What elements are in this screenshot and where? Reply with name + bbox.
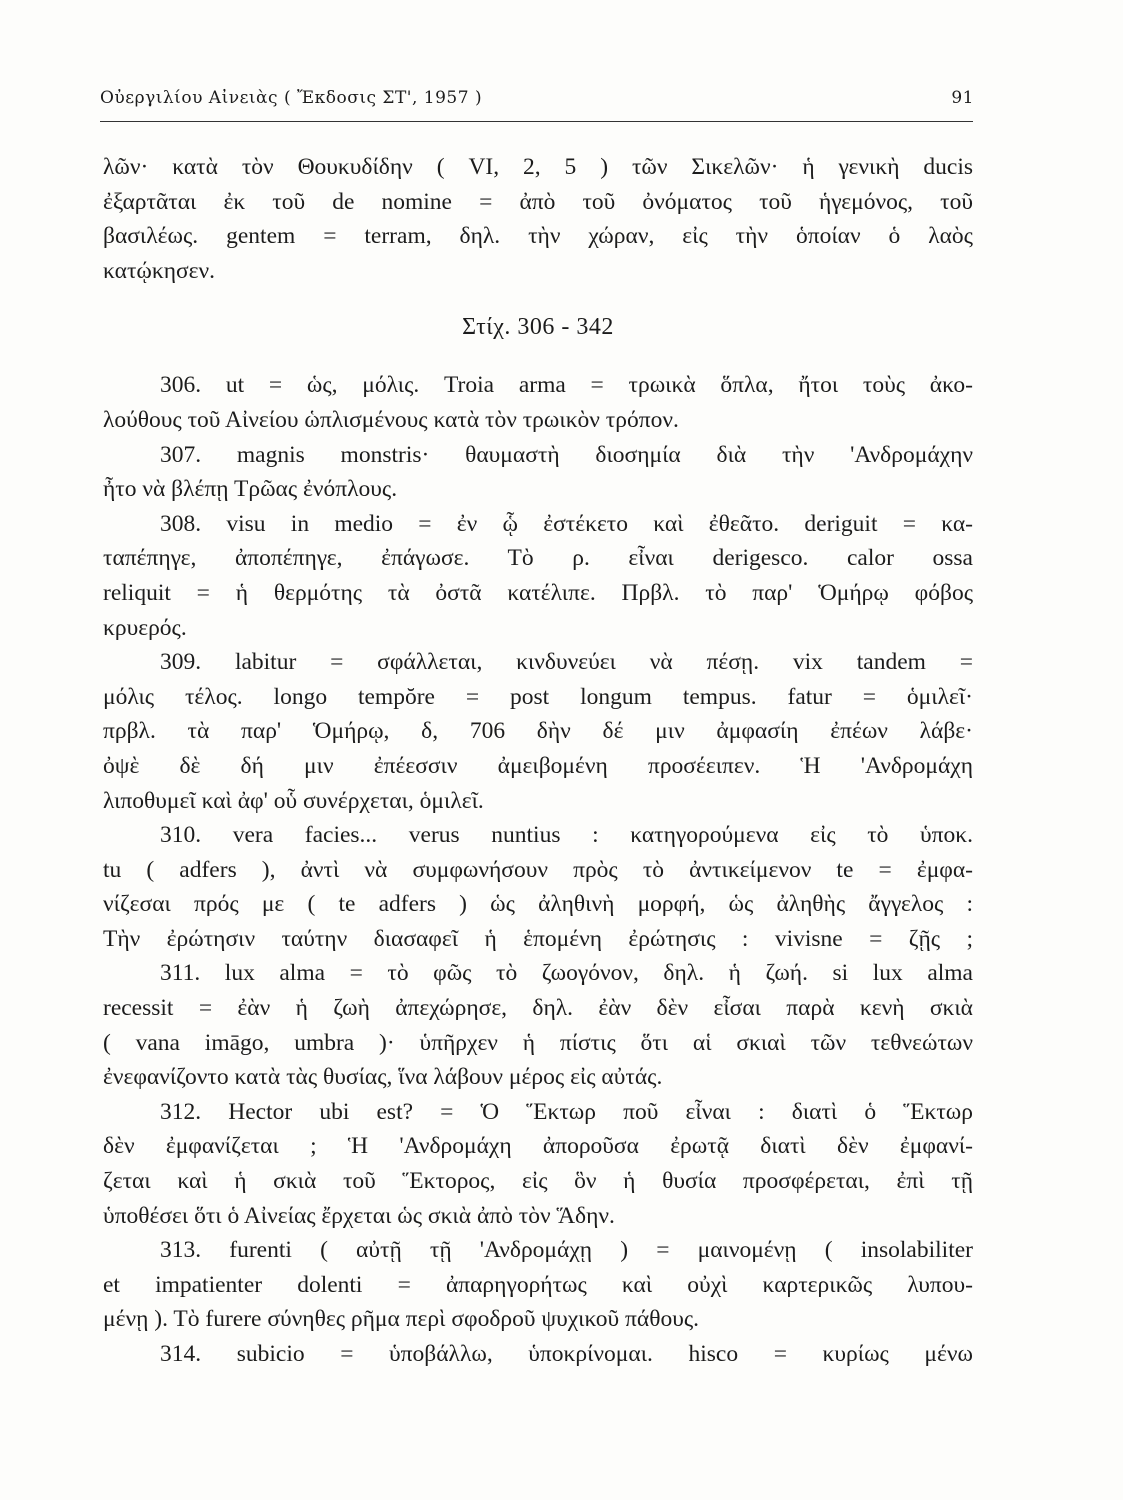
text-line: κατῴκησεν. — [103, 257, 216, 284]
entry-line: 312. Hector ubi est? = Ὁ Ἕκτωρ ποῦ εἶναι : διατὶ ὁ Ἕκτωρ — [160, 1098, 973, 1125]
page-header — [100, 88, 976, 114]
running-title: Οὐεργιλίου Αἰνειὰς ( Ἔκδοσις ΣΤ', 1957 ) — [100, 88, 483, 108]
entry-line: 307. magnis monstris· θαυμαστὴ διοσημία διὰ τὴν 'Ανδρομάχην — [160, 441, 973, 468]
entry-line: λιποθυμεῖ καὶ ἀφ' οὗ συνέρχεται, ὁμιλεῖ. — [103, 787, 484, 814]
entry-line: μένῃ ). Τὸ furere σύνηθες ρῆμα περὶ σφοδροῦ ψυχικοῦ πάθους. — [103, 1306, 700, 1333]
entry-line: 308. visu in medio = ἐν ᾧ ἐστέκετο καὶ ἐθεᾶτο. deriguit = κα- — [160, 510, 973, 537]
entry-line: ταπέπηγε, ἀποπέπηγε, ἐπάγωσε. Τὸ ρ. εἶναι derigesco. calor ossa — [103, 545, 973, 572]
entry-line: ὀψὲ δὲ δή μιν ἐπέεσσιν ἀμειβομένη προσέειπεν. Ἡ 'Ανδρομάχη — [103, 752, 973, 779]
entry-line: ἐνεφανίζοντο κατὰ τὰς θυσίας, ἵνα λάβουν μέρος εἰς αὐτάς. — [103, 1064, 663, 1091]
entry-line: πρβλ. τὰ παρ' Ὁμήρῳ, δ, 706 δὴν δέ μιν ἀμφασίη ἐπέων λάβε· — [103, 718, 973, 745]
entry-line: ἦτο νὰ βλέπῃ Τρῶας ἐνόπλους. — [103, 476, 398, 503]
entry-line: ὑποθέσει ὅτι ὁ Αἰνείας ἔρχεται ὡς σκιὰ ἀπὸ τὸν Ἅδην. — [103, 1202, 615, 1229]
page-body — [103, 150, 973, 1372]
entry-line: 310. vera facies... verus nuntius : κατηγορούμενα εἰς τὸ ὑποκ. — [160, 822, 973, 849]
entry-line: reliquit = ἡ θερμότης τὰ ὀστᾶ κατέλιπε. Πρβλ. τὸ παρ' Ὁμήρῳ φόβος — [103, 579, 973, 606]
text-line: βασιλέως. gentem = terram, δηλ. τὴν χώραν, εἰς τὴν ὁποίαν ὁ λαὸς — [103, 223, 973, 250]
section-heading: Στίχ. 306 - 342 — [462, 314, 614, 341]
header-rule — [100, 121, 973, 122]
entry-line: ζεται καὶ ἡ σκιὰ τοῦ Ἕκτορος, εἰς ὃν ἡ θυσία προσφέρεται, ἐπὶ τῇ — [103, 1168, 973, 1195]
entry-line: λούθους τοῦ Αἰνείου ὡπλισμένους κατὰ τὸν τρωικὸν τρόπον. — [103, 406, 679, 433]
page-number: 91 — [951, 88, 974, 108]
entry-line: et impatienter dolenti = ἀπαρηγορήτως καὶ οὐχὶ καρτερικῶς λυπου- — [103, 1271, 973, 1298]
entry-line: ( vana imāgo, umbra )· ὑπῆρχεν ἡ πίστις ὅτι αἱ σκιαὶ τῶν τεθνεώτων — [103, 1029, 973, 1056]
entry-line: tu ( adfers ), ἀντὶ νὰ συμφωνήσουν πρὸς τὸ ἀντικείμενον te = ἐμφα- — [103, 856, 973, 883]
entry-line: Τὴν ἐρώτησιν ταύτην διασαφεῖ ἡ ἑπομένη ἐρώτησις : vivisne = ζῇς ; — [103, 925, 973, 952]
entry-line: 306. ut = ὡς, μόλις. Troia arma = τρωικὰ ὅπλα, ἤτοι τοὺς ἀκο- — [160, 372, 973, 399]
entry-line: recessit = ἐὰν ἡ ζωὴ ἀπεχώρησε, δηλ. ἐὰν δὲν εἶσαι παρὰ κενὴ σκιὰ — [103, 995, 973, 1022]
entry-line: κρυερός. — [103, 614, 187, 641]
entry-line: 314. subicio = ὑποβάλλω, ὑποκρίνομαι. hisco = κυρίως μένω — [160, 1341, 973, 1367]
entry-line: μόλις τέλος. longo tempŏre = post longum tempus. fatur = ὁμιλεῖ· — [103, 683, 973, 710]
entry-line: νίζεσαι πρός με ( te adfers ) ὡς ἀληθινὴ μορφή, ὡς ἀληθὴς ἄγγελος : — [103, 891, 973, 918]
entry-line: 309. labitur = σφάλλεται, κινδυνεύει νὰ πέσῃ. vix tandem = — [160, 649, 973, 676]
entry-line: 313. furenti ( αὐτῇ τῇ 'Ανδρομάχῃ ) = μαινομένῃ ( insolabiliter — [160, 1237, 973, 1264]
text-line: ἐξαρτᾶται ἐκ τοῦ de nomine = ἀπὸ τοῦ ὀνόματος τοῦ ἡγεμόνος, τοῦ — [103, 188, 973, 215]
entry-line: δὲν ἐμφανίζεται ; Ἡ 'Ανδρομάχη ἀποροῦσα ἐρωτᾷ διατὶ δὲν ἐμφανί- — [103, 1133, 973, 1160]
text-line: λῶν· κατὰ τὸν Θουκυδίδην ( VI, 2, 5 ) τῶν Σικελῶν· ἡ γενικὴ ducis — [103, 154, 973, 180]
entry-line: 311. lux alma = τὸ φῶς τὸ ζωογόνον, δηλ. ἡ ζωή. si lux alma — [160, 960, 973, 987]
